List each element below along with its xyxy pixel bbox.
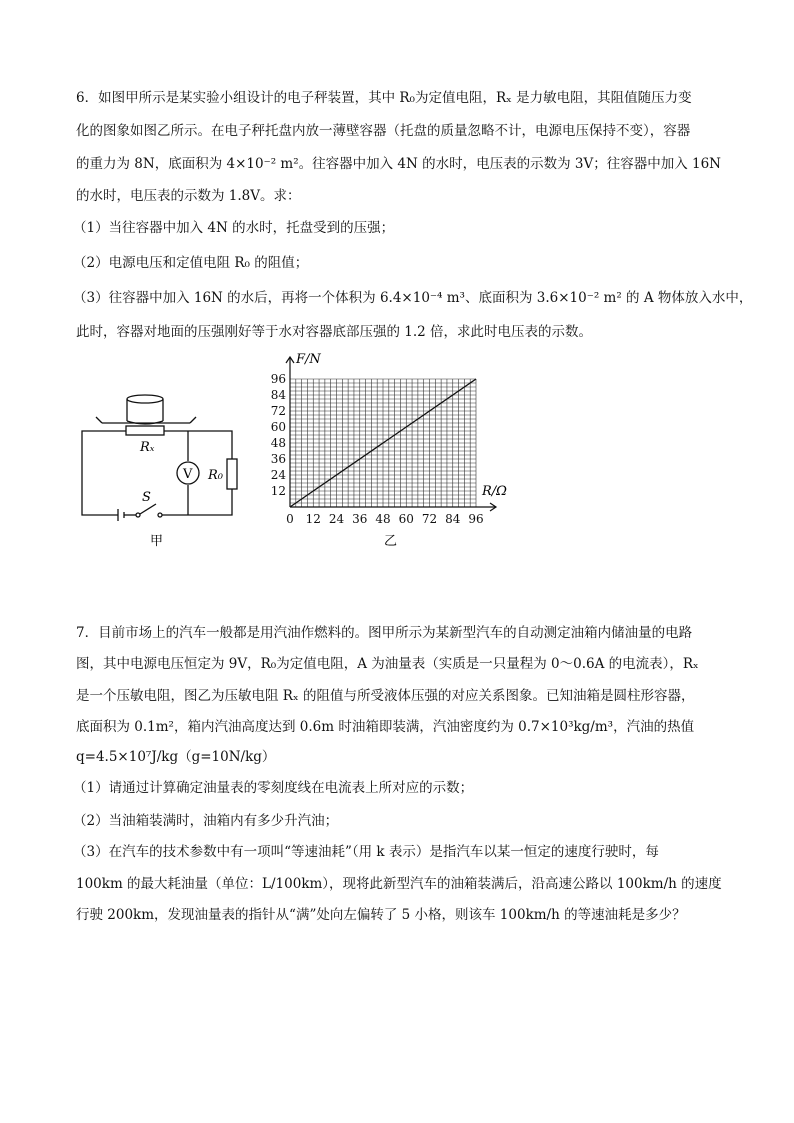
q6-part-2: （2）电源电压和定值电阻 R₀ 的阻值； <box>73 255 309 271</box>
q6-line-1: 6．如图甲所示是某实验小组设计的电子秤装置，其中 R₀为定值电阻，Rₓ 是力敏电阻，其阻值随压力变 <box>76 90 692 106</box>
y-tick-label: 36 <box>270 452 286 466</box>
q7-part-3c: 行驶 200km，发现油量表的指针从“满”处向左偏转了 5 小格，则该车 100km/h 的等速油耗是多少？ <box>76 907 686 923</box>
q7-part-2: （2）当油箱装满时，油箱内有多少升汽油； <box>73 813 339 829</box>
y-tick-label: 48 <box>270 436 286 450</box>
chart-caption: 乙 <box>384 534 398 549</box>
x-tick-label: 60 <box>398 512 414 526</box>
q7-line-2: 图，其中电源电压恒定为 9V，R₀为定值电阻，A 为油量表（实质是一只量程为 0～0.6A 的电流表），Rₓ <box>76 656 699 672</box>
q7-part-3b: 100km 的最大耗油量（单位：L/100km），现将此新型汽车的油箱装满后，沿高速公路以 100km/h 的速度 <box>76 876 722 892</box>
y-tick-label: 84 <box>270 388 286 402</box>
q6-line-3: 的重力为 8N，底面积为 4×10⁻² m²。往容器中加入 4N 的水时，电压表的示数为 3V；往容器中加入 16N <box>76 156 721 172</box>
y-tick-label: 12 <box>270 484 286 498</box>
q6-part-1: （1）当往容器中加入 4N 的水时，托盘受到的压强； <box>73 220 395 236</box>
x-tick-label: 24 <box>328 512 345 526</box>
r0-label: R₀ <box>208 468 223 483</box>
q7-part-3a: （3）在汽车的技术参数中有一项叫“等速油耗”（用 k 表示）是指汽车以某一恒定的速度行驶时，每 <box>73 844 659 860</box>
x-tick-label: 36 <box>352 512 368 526</box>
q7-part-1: （1）请通过计算确定油量表的零刻度线在电流表上所对应的示数； <box>73 780 474 796</box>
q7-line-5: q=4.5×10⁷J/kg（g=10N/kg） <box>76 749 276 765</box>
x-tick-label: 72 <box>421 512 438 526</box>
force-resistor-rx <box>126 426 164 435</box>
rx-label: Rₓ <box>140 440 155 455</box>
q7-line-3: 是一个压敏电阻，图乙为压敏电阻 Rₓ 的阻值与所受液体压强的对应关系图象。已知油箱是圆柱形容器， <box>76 688 695 704</box>
x-tick-label: 0 <box>286 512 294 526</box>
y-tick-label: 96 <box>270 372 286 386</box>
force-resistance-chart <box>260 345 520 550</box>
container-top <box>127 395 163 403</box>
y-axis-label: F/N <box>296 352 321 367</box>
y-tick-label: 60 <box>270 420 286 434</box>
q6-part-3a: （3）往容器中加入 16N 的水后，再将一个体积为 6.4×10⁻⁴ m³、底面积为 3.6×10⁻² m² 的 A 物体放入水中， <box>73 290 753 306</box>
x-tick-label: 84 <box>445 512 461 526</box>
q7-line-4: 底面积为 0.1m²，箱内汽油高度达到 0.6m 时油箱即装满，汽油密度约为 0.7×10³kg/m³，汽油的热值 <box>76 719 695 735</box>
q6-part-3b: 此时，容器对地面的压强刚好等于水对容器底部压强的 1.2 倍，求此时电压表的示数。 <box>76 324 593 340</box>
resistor-r0 <box>227 459 237 489</box>
q7-line-1: 7．目前市场上的汽车一般都是用汽油作燃料的。图甲所示为某新型汽车的自动测定油箱内储油量的电路 <box>76 625 693 641</box>
q6-line-2: 化的图象如图乙所示。在电子秤托盘内放一薄壁容器（托盘的质量忽略不计，电源电压保持不变），容器 <box>76 123 691 139</box>
y-tick-label: 24 <box>270 468 286 482</box>
q6-line-4: 的水时，电压表的示数为 1.8V。求： <box>76 188 301 204</box>
x-axis-label: R/Ω <box>482 484 507 499</box>
y-tick-label: 72 <box>270 404 286 418</box>
voltmeter-label: V <box>183 467 193 482</box>
circuit-caption: 甲 <box>150 534 164 549</box>
x-tick-label: 12 <box>305 512 321 526</box>
switch <box>136 513 140 517</box>
x-tick-label: 96 <box>468 512 484 526</box>
switch-label: S <box>142 490 151 505</box>
circuit-diagram <box>70 385 250 555</box>
x-tick-label: 48 <box>375 512 391 526</box>
